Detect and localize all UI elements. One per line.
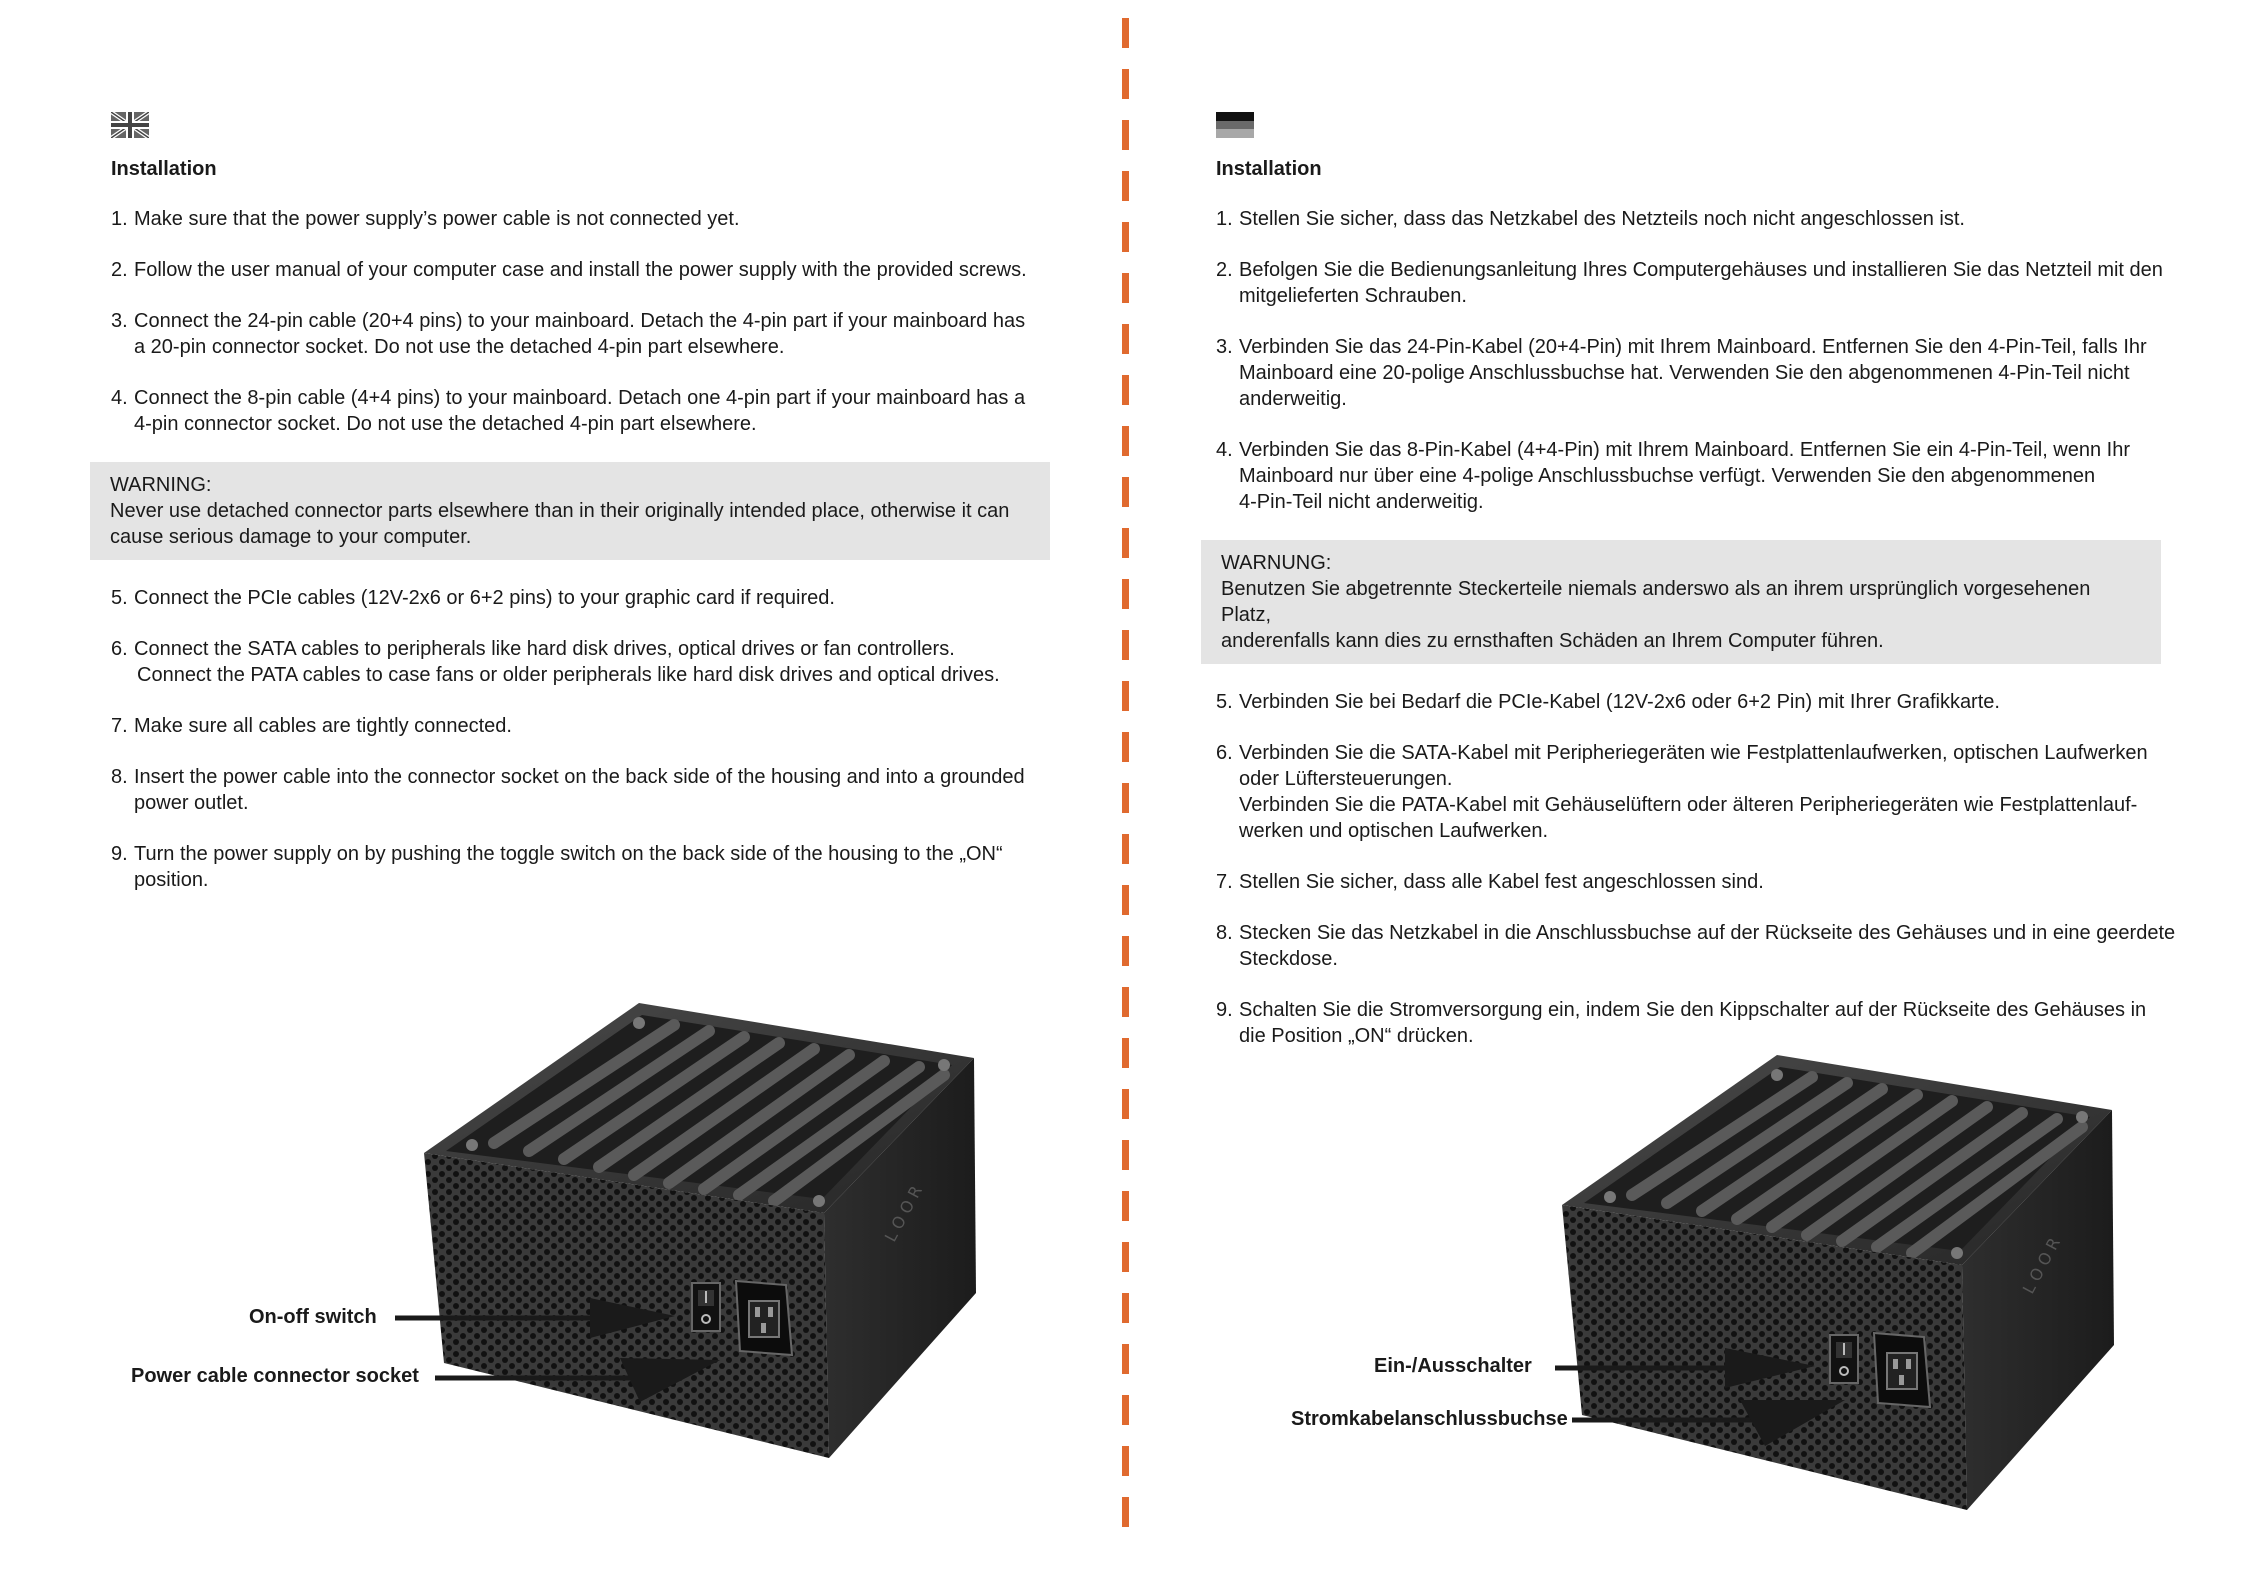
list-item: 2. Befolgen Sie die Bedienungsanleitung Ihres Computergehäuses und installieren Sie das Netzteil mit den mitgelieferten Schrauben. <box>1216 259 2163 307</box>
warning-title: WARNUNG: <box>1221 552 1332 574</box>
warning-title: WARNING: <box>110 474 212 496</box>
on-off-switch-label: Ein-/Ausschalter <box>1374 1355 1532 1377</box>
german-flag-icon <box>1216 112 1254 138</box>
arrow-icon <box>1550 1338 1870 1458</box>
list-item: 2. Follow the user manual of your computer case and install the power supply with the provided screws. <box>111 259 1027 281</box>
power-socket-label: Power cable connector socket <box>131 1365 419 1387</box>
list-item: 4. Connect the 8-pin cable (4+4 pins) to your mainboard. Detach one 4-pin part if your mainboard has a 4-pin connector socket. Do not use the detached 4-pin part elsewhere. <box>111 387 1026 435</box>
list-item: 8. Insert the power cable into the connector socket on the back side of the housing and into a grounded power outlet. <box>111 766 1025 814</box>
instruction-list <box>111 206 1071 918</box>
uk-flag-icon <box>111 112 149 138</box>
warning-box: WARNING: Never use detached connector parts elsewhere than in their originally intended place, otherwise it can cause serious damage to your computer. <box>90 462 1050 560</box>
list-item: 8. Stecken Sie das Netzkabel in die Anschlussbuchse auf der Rückseite des Gehäuses und in eine geerdete Steckdose. <box>1216 922 2176 970</box>
list-item: 9. Schalten Sie die Stromversorgung ein, indem Sie den Kippschalter auf der Rückseite des Gehäuses in die Position „ON“ drücken. <box>1216 999 2147 1047</box>
list-item: 4. Verbinden Sie das 8-Pin-Kabel (4+4-Pin) mit Ihrem Mainboard. Entfernen Sie ein 4-Pin-Teil, wenn Ihr Mainboard nur über eine 4-polige Anschlussbuchse verfügt. Verwenden Sie den abgenommenen 4-Pin-Teil nicht anderweitig. <box>1216 439 2131 513</box>
page-title: Installation <box>1216 158 1322 180</box>
german-page <box>1125 0 2245 1587</box>
list-item: 6. Connect the SATA cables to peripherals like hard disk drives, optical drives or fan controllers. Connect the PATA cables to case fans or older peripherals like hard disk drives and optical drives. <box>111 638 1000 686</box>
list-item: 1. Stellen Sie sicher, dass das Netzkabel des Netzteils noch nicht angeschlossen ist. <box>1216 208 1965 230</box>
power-socket-label: Stromkabelanschlussbuchse <box>1291 1408 1568 1430</box>
list-item: 3. Connect the 24-pin cable (20+4 pins) to your mainboard. Detach the 4-pin part if your mainboard has a 20-pin connector socket. Do not use the detached 4-pin part elsewhere. <box>111 310 1026 358</box>
list-item: 9. Turn the power supply on by pushing the toggle switch on the back side of the housing to the „ON“ position. <box>111 843 1003 891</box>
on-off-switch-label: On-off switch <box>249 1306 377 1328</box>
list-item: 7. Make sure all cables are tightly connected. <box>111 715 512 737</box>
warning-box: WARNUNG: Benutzen Sie abgetrennte Steckerteile niemals anderswo als an ihrem ursprünglich vorgesehenen Platz, anderenfalls kann dies zu ernsthaften Schäden an Ihrem Computer führen. <box>1201 540 2161 664</box>
list-item: 5. Verbinden Sie bei Bedarf die PCIe-Kabel (12V-2x6 oder 6+2 Pin) mit Ihrer Grafikkarte. <box>1216 691 2000 713</box>
arrow-icon <box>390 1290 730 1410</box>
instruction-list <box>1216 206 2216 1074</box>
page-title: Installation <box>111 158 217 180</box>
list-item: 1. Make sure that the power supply’s power cable is not connected yet. <box>111 208 740 230</box>
english-page <box>0 0 1120 1587</box>
list-item: 7. Stellen Sie sicher, dass alle Kabel fest angeschlossen sind. <box>1216 871 1764 893</box>
list-item: 6. Verbinden Sie die SATA-Kabel mit Peripheriegeräten wie Festplattenlaufwerken, optischen Laufwerken oder Lüftersteuerungen. Verbinden Sie die PATA-Kabel mit Gehäuselüftern oder älteren Peripheriegeräten wie Festplattenlauf- werken und optischen Laufwerken. <box>1216 742 2148 842</box>
list-item: 3. Verbinden Sie das 24-Pin-Kabel (20+4-Pin) mit Ihrem Mainboard. Entfernen Sie den 4-Pin-Teil, falls Ihr Mainboard eine 20-polige Anschlussbuchse hat. Verwenden Sie den abgenommenen 4-Pin-Teil nicht anderweitig. <box>1216 336 2147 410</box>
list-item: 5. Connect the PCIe cables (12V-2x6 or 6+2 pins) to your graphic card if required. <box>111 587 835 609</box>
